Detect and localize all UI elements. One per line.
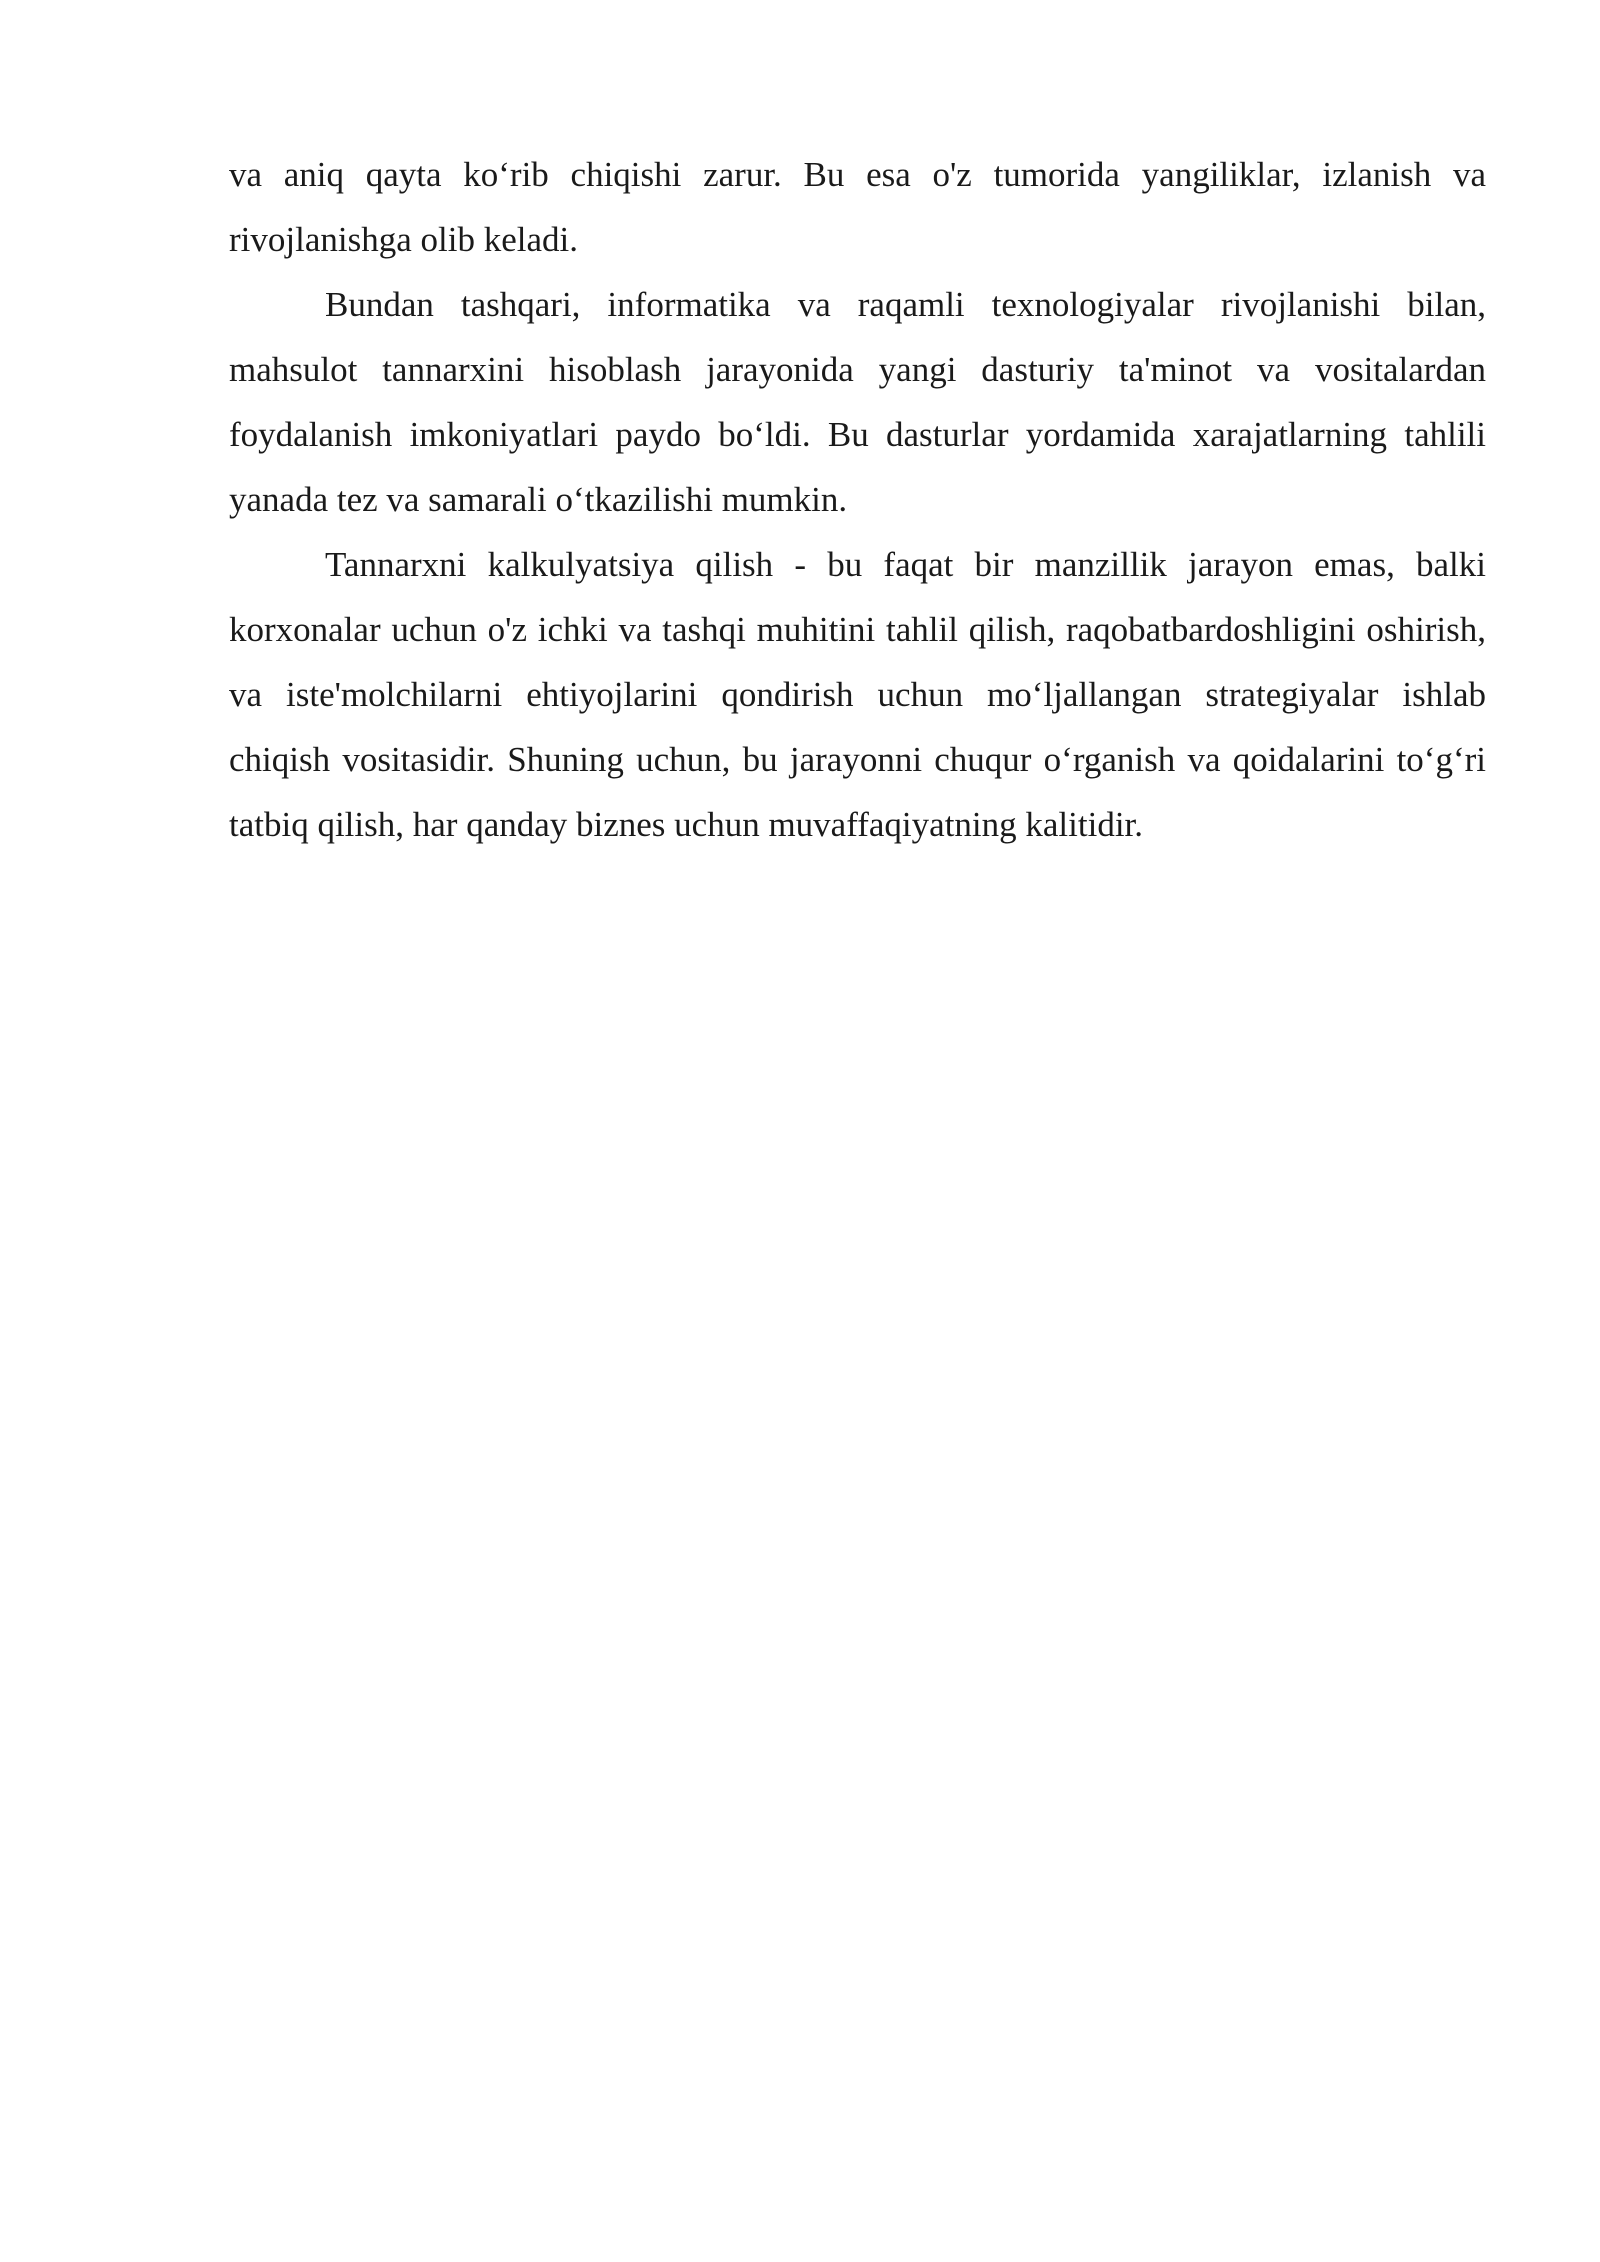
paragraph-costing: Tannarxni kalkulyatsiya qilish - bu faqat bir manzillik jarayon emas, balki korxonalar uchun o'z ichki va tashqi muhitini tahlil qilish, raqobatbardoshligini oshirish, va iste'molchilarni ehtiyojlarini qondirish uchun moʻljallangan strategiyalar ishlab chiqish vositasidir. Shuning uchun, bu jarayonni chuqur oʻrganish va qoidalarini toʻgʻri tatbiq qilish, har qanday biznes uchun muvaffaqiyatning kalitidir. (229, 545, 1486, 844)
paragraph-continuation: va aniq qayta koʻrib chiqishi zarur. Bu esa o'z tumorida yangiliklar, izlanish va rivojlanishga olib keladi. (229, 155, 1486, 259)
document-body (229, 142, 1486, 857)
paragraph-software: Bundan tashqari, informatika va raqamli texnologiyalar rivojlanishi bilan, mahsulot tannarxini hisoblash jarayonida yangi dasturiy ta'minot va vositalardan foydalanish imkoniyatlari paydo boʻldi. Bu dasturlar yordamida xarajatlarning tahlili yanada tez va samarali oʻtkazilishi mumkin. (229, 285, 1486, 519)
